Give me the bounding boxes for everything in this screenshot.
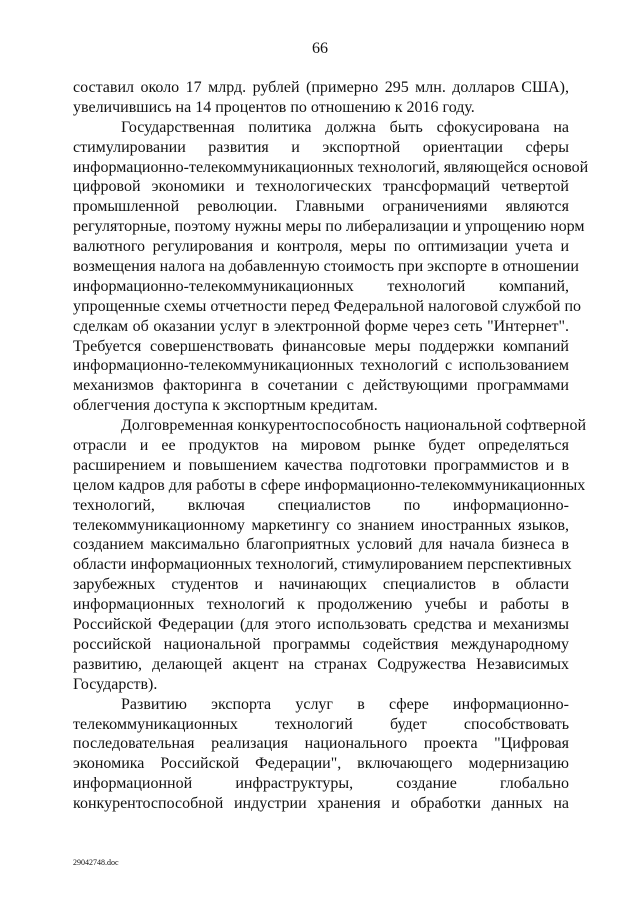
text-line: сделкам об оказании услуг в электронной форме через сеть "Интернет". <box>73 317 569 335</box>
text-line: информационно-телекоммуникационных технологий с использованием <box>73 357 569 375</box>
text-line: конкурентоспособной индустрии хранения и обработки данных на <box>73 795 569 813</box>
text-line: зарубежных студентов и начинающих специалистов в области <box>73 576 569 594</box>
document-body <box>73 78 589 814</box>
text-line: валютного регулирования и контроля, меры по оптимизации учета и <box>73 238 569 256</box>
text-line: информационных технологий к продолжению учебы и работы в <box>73 596 569 614</box>
text-line: целом кадров для работы в сфере информационно-телекоммуникационных <box>73 476 586 494</box>
text-line: развитию, делающей акцент на странах Содружества Независимых <box>73 655 569 673</box>
text-line: расширением и повышением качества подготовки программистов и в <box>73 456 569 474</box>
text-line: технологий, включая специалистов по информационно- <box>73 496 569 514</box>
paragraph <box>73 78 569 118</box>
text-line: области информационных технологий, стимулированием перспективных <box>73 556 572 574</box>
page-number: 66 <box>312 40 328 57</box>
text-line: промышленной революции. Главными ограничениями являются <box>73 198 569 216</box>
text-line: телекоммуникационных технологий будет способствовать <box>73 715 569 733</box>
text-line: Требуется совершенствовать финансовые меры поддержки компаний <box>73 337 569 355</box>
text-line: механизмов факторинга в сочетании с действующими программами <box>73 377 569 395</box>
paragraph <box>73 695 569 814</box>
text-line: российской национальной программы содействия международному <box>73 635 569 653</box>
text-line: упрощенные схемы отчетности перед Федеральной налоговой службой по <box>73 297 582 315</box>
text-line: возмещения налога на добавленную стоимость при экспорте в отношении <box>73 258 579 276</box>
text-line: отрасли и ее продуктов на мировом рынке будет определяться <box>73 437 569 455</box>
text-line: стимулировании развития и экспортной ориентации сферы <box>73 138 569 156</box>
text-line: Российской Федерации (для этого использовать средства и механизмы <box>73 616 569 634</box>
text-line: увеличившись на 14 процентов по отношению к 2016 году. <box>73 98 475 116</box>
text-line: информационно-телекоммуникационных технологий, являющейся основой <box>73 158 589 176</box>
text-line: Государственная политика должна быть сфокусирована на <box>121 118 569 136</box>
text-line: созданием максимально благоприятных условий для начала бизнеса в <box>73 536 569 554</box>
text-line: облегчения доступа к экспортным кредитам. <box>73 397 378 415</box>
text-line: экономика Российской Федерации", включающего модернизацию <box>73 755 569 773</box>
text-line: цифровой экономики и технологических трансформаций четвертой <box>73 178 569 196</box>
text-line: телекоммуникационному маркетингу со знанием иностранных языков, <box>73 516 569 534</box>
document-filename-footer: 29042748.doc <box>73 858 119 867</box>
text-line: последовательная реализация национального проекта "Цифровая <box>73 735 569 753</box>
text-line: информационно-телекоммуникационных технологий компаний, <box>73 277 569 295</box>
text-line: Развитию экспорта услуг в сфере информационно- <box>121 695 569 713</box>
text-line: информационной инфраструктуры, создание глобально <box>73 775 569 793</box>
text-line: Государств). <box>73 675 158 693</box>
text-line: регуляторные, поэтому нужны меры по либерализации и упрощению норм <box>73 218 585 236</box>
text-line: составил около 17 млрд. рублей (примерно 295 млн. долларов США), <box>73 79 569 96</box>
paragraph <box>73 416 587 694</box>
paragraph <box>73 118 589 416</box>
text-line: Долговременная конкурентоспособность национальной софтверной <box>121 417 587 435</box>
